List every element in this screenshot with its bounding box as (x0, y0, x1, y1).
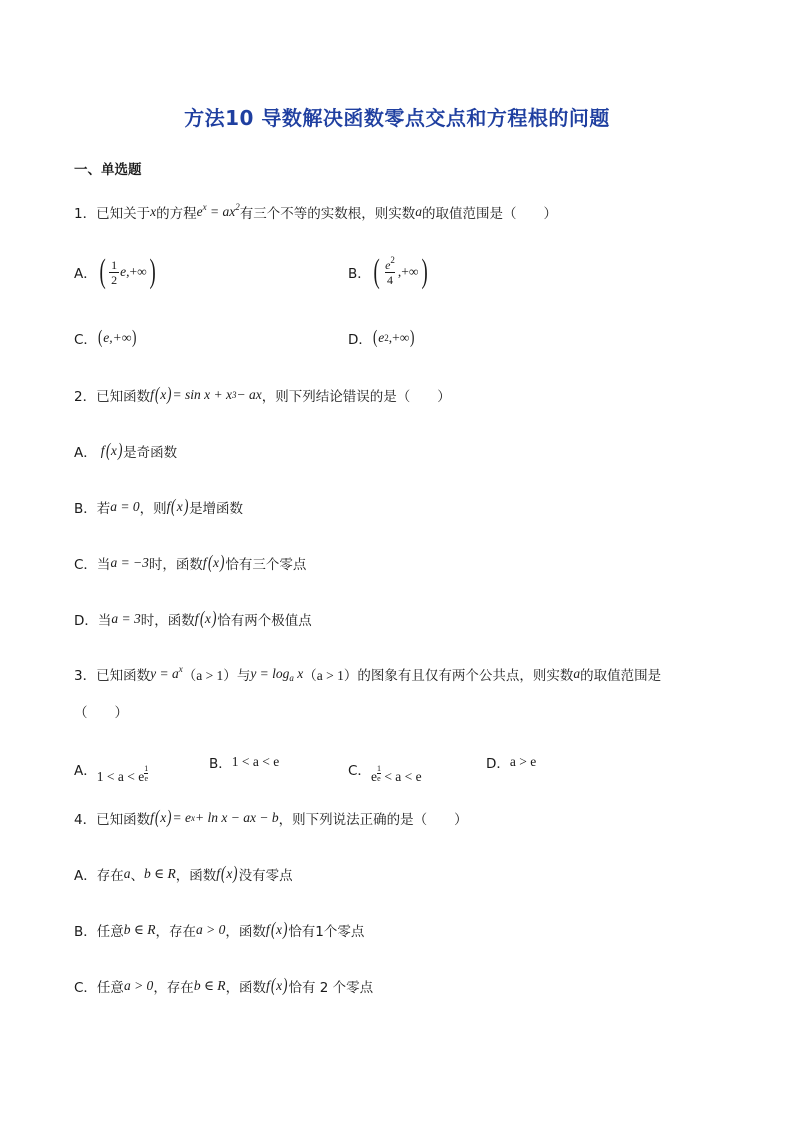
q1-option-c[interactable] (74, 327, 138, 349)
option-connector: ，存在 (153, 980, 194, 996)
q3-option-a[interactable] (74, 752, 148, 785)
option-label: B．若 (74, 501, 111, 517)
question-2-stem (74, 384, 451, 406)
q2-text-1: 2．已知函数 (74, 389, 151, 405)
option-condition: b ∈ R (123, 922, 156, 937)
option-connector-2: ，函数 (225, 980, 267, 996)
q3-text-2: 与 (236, 668, 251, 684)
option-label: D． (348, 332, 372, 348)
section-heading: 一、单选题 (74, 162, 142, 178)
option-text: 是增函数 (189, 501, 244, 517)
q1-option-a[interactable] (74, 255, 158, 289)
option-condition: b ∈ R (144, 866, 176, 881)
option-label: A． (74, 445, 97, 461)
q1-option-b-math: ( $\frac{e^2}{4}$ ,+∞ ) (373, 253, 428, 290)
q3-option-c[interactable] (348, 752, 422, 785)
q2-fx: f ( x ) (202, 552, 225, 573)
q3-text-1: 3．已知函数 (74, 668, 151, 684)
q4-fx: f ( x ) (266, 975, 288, 996)
q4-option-c[interactable] (74, 975, 373, 997)
q1-text-2: 的方程 (156, 206, 197, 222)
q4-text-1: 4．已知函数 (74, 812, 151, 828)
q4-function: f ( x ) = e x + ln x − ax − b (150, 807, 279, 828)
q1-option-b[interactable] (348, 255, 430, 289)
q2-fx: f ( x ) (100, 440, 123, 461)
option-condition-2: a > 0 (196, 922, 226, 937)
q1-text-4: 的取值范围是（ ） (421, 206, 557, 222)
option-connector: ，函数 (175, 868, 217, 884)
option-label: C．任意 (74, 980, 124, 996)
option-label: D．当 (74, 613, 112, 629)
q3-text-3: 的图象有且仅有两个公共点，则实数 (357, 668, 574, 684)
question-3-stem (74, 664, 661, 684)
option-connector: 时，函数 (148, 557, 203, 573)
q4-option-b[interactable] (74, 919, 364, 941)
q2-function: f ( x ) = sin x + x 3 − ax (150, 384, 262, 405)
option-label: D． (486, 756, 510, 772)
q3-cond-1: （a > 1） (182, 668, 237, 683)
option-label: A． (74, 762, 97, 779)
option-label: A．存在 (74, 868, 124, 884)
option-text: 没有零点 (238, 868, 293, 884)
q1-equation: $e^x = ax^2$ (196, 202, 240, 219)
question-1-stem (74, 202, 557, 222)
q1-option-d[interactable] (348, 327, 416, 349)
option-text: 恰有两个极值点 (217, 613, 312, 629)
q4-fx: f ( x ) (265, 919, 288, 940)
option-text: 恰有三个零点 (225, 557, 307, 573)
option-label: B．任意 (74, 924, 124, 940)
option-separator: 、 (130, 868, 144, 884)
q3-cond-2: （a > 1） (303, 668, 358, 683)
q2-option-b[interactable] (74, 496, 243, 518)
option-var-a: a (123, 866, 131, 881)
q2-option-d[interactable] (74, 608, 312, 630)
q3-answer-paren: （ ） (74, 705, 128, 721)
q4-fx: f ( x ) (216, 863, 238, 884)
q1-option-d-math: ( e 2 ,+∞ ) (372, 327, 415, 348)
q1-option-c-math: ( e,+∞ ) (97, 327, 137, 348)
q4-text-2: ，则下列说法正确的是（ ） (278, 812, 468, 828)
option-label: B． (209, 756, 232, 772)
q3-func-2: $y = \log_a x$ (250, 666, 304, 683)
q3-var-a: a (573, 666, 581, 681)
option-condition: a > 0 (123, 978, 154, 993)
q2-option-c[interactable] (74, 552, 306, 574)
option-label: C． (74, 332, 97, 348)
option-connector: ，存在 (155, 924, 197, 940)
option-connector-2: ，函数 (225, 924, 266, 940)
q1-option-a-math: ( $\frac{1}{2}$ e ,+∞ ) (99, 253, 156, 290)
option-text: 是奇函数 (123, 445, 178, 461)
option-label: C．当 (74, 557, 111, 573)
option-text: 恰有 2 个零点 (288, 980, 374, 996)
q2-fx: f ( x ) (194, 608, 217, 629)
q3-option-d[interactable] (486, 752, 536, 772)
option-connector: ，则 (139, 501, 167, 517)
option-condition: a = −3 (110, 555, 149, 570)
q2-text-2: ，则下列结论错误的是（ ） (261, 389, 451, 405)
q3-option-c-math: e $\frac{1}{e}$ < a < e (370, 764, 422, 784)
q3-func-1: $y = a^x$ (150, 664, 183, 681)
q3-option-a-math: 1 < a < e $\frac{1}{e}$ (96, 764, 149, 784)
q3-text-4: 的取值范围是 (580, 668, 662, 684)
q2-option-a[interactable] (74, 440, 177, 462)
option-label: A． (74, 266, 97, 282)
q3-option-b[interactable] (209, 752, 279, 772)
q4-option-a[interactable] (74, 863, 293, 885)
option-label: B． (348, 266, 371, 282)
option-condition-2: b ∈ R (193, 978, 226, 993)
option-label: C． (348, 762, 371, 779)
q1-var-a: a (415, 204, 422, 219)
q1-text-1: 1．已知关于 (74, 206, 151, 222)
q3-option-b-math: 1 < a < e (231, 754, 280, 769)
page-title: 方法10 导数解决函数零点交点和方程根的问题 (184, 106, 610, 130)
q2-fx: f ( x ) (166, 496, 189, 517)
option-condition: a = 3 (111, 611, 141, 626)
question-4-stem (74, 807, 468, 829)
option-condition: a = 0 (110, 499, 140, 514)
q1-text-3: 有三个不等的实数根，则实数 (239, 206, 416, 222)
option-connector: 时，函数 (140, 613, 195, 629)
q1-var-x: x (150, 204, 157, 219)
q3-option-d-math: a > e (509, 754, 537, 769)
option-text: 恰有1个零点 (288, 924, 365, 940)
